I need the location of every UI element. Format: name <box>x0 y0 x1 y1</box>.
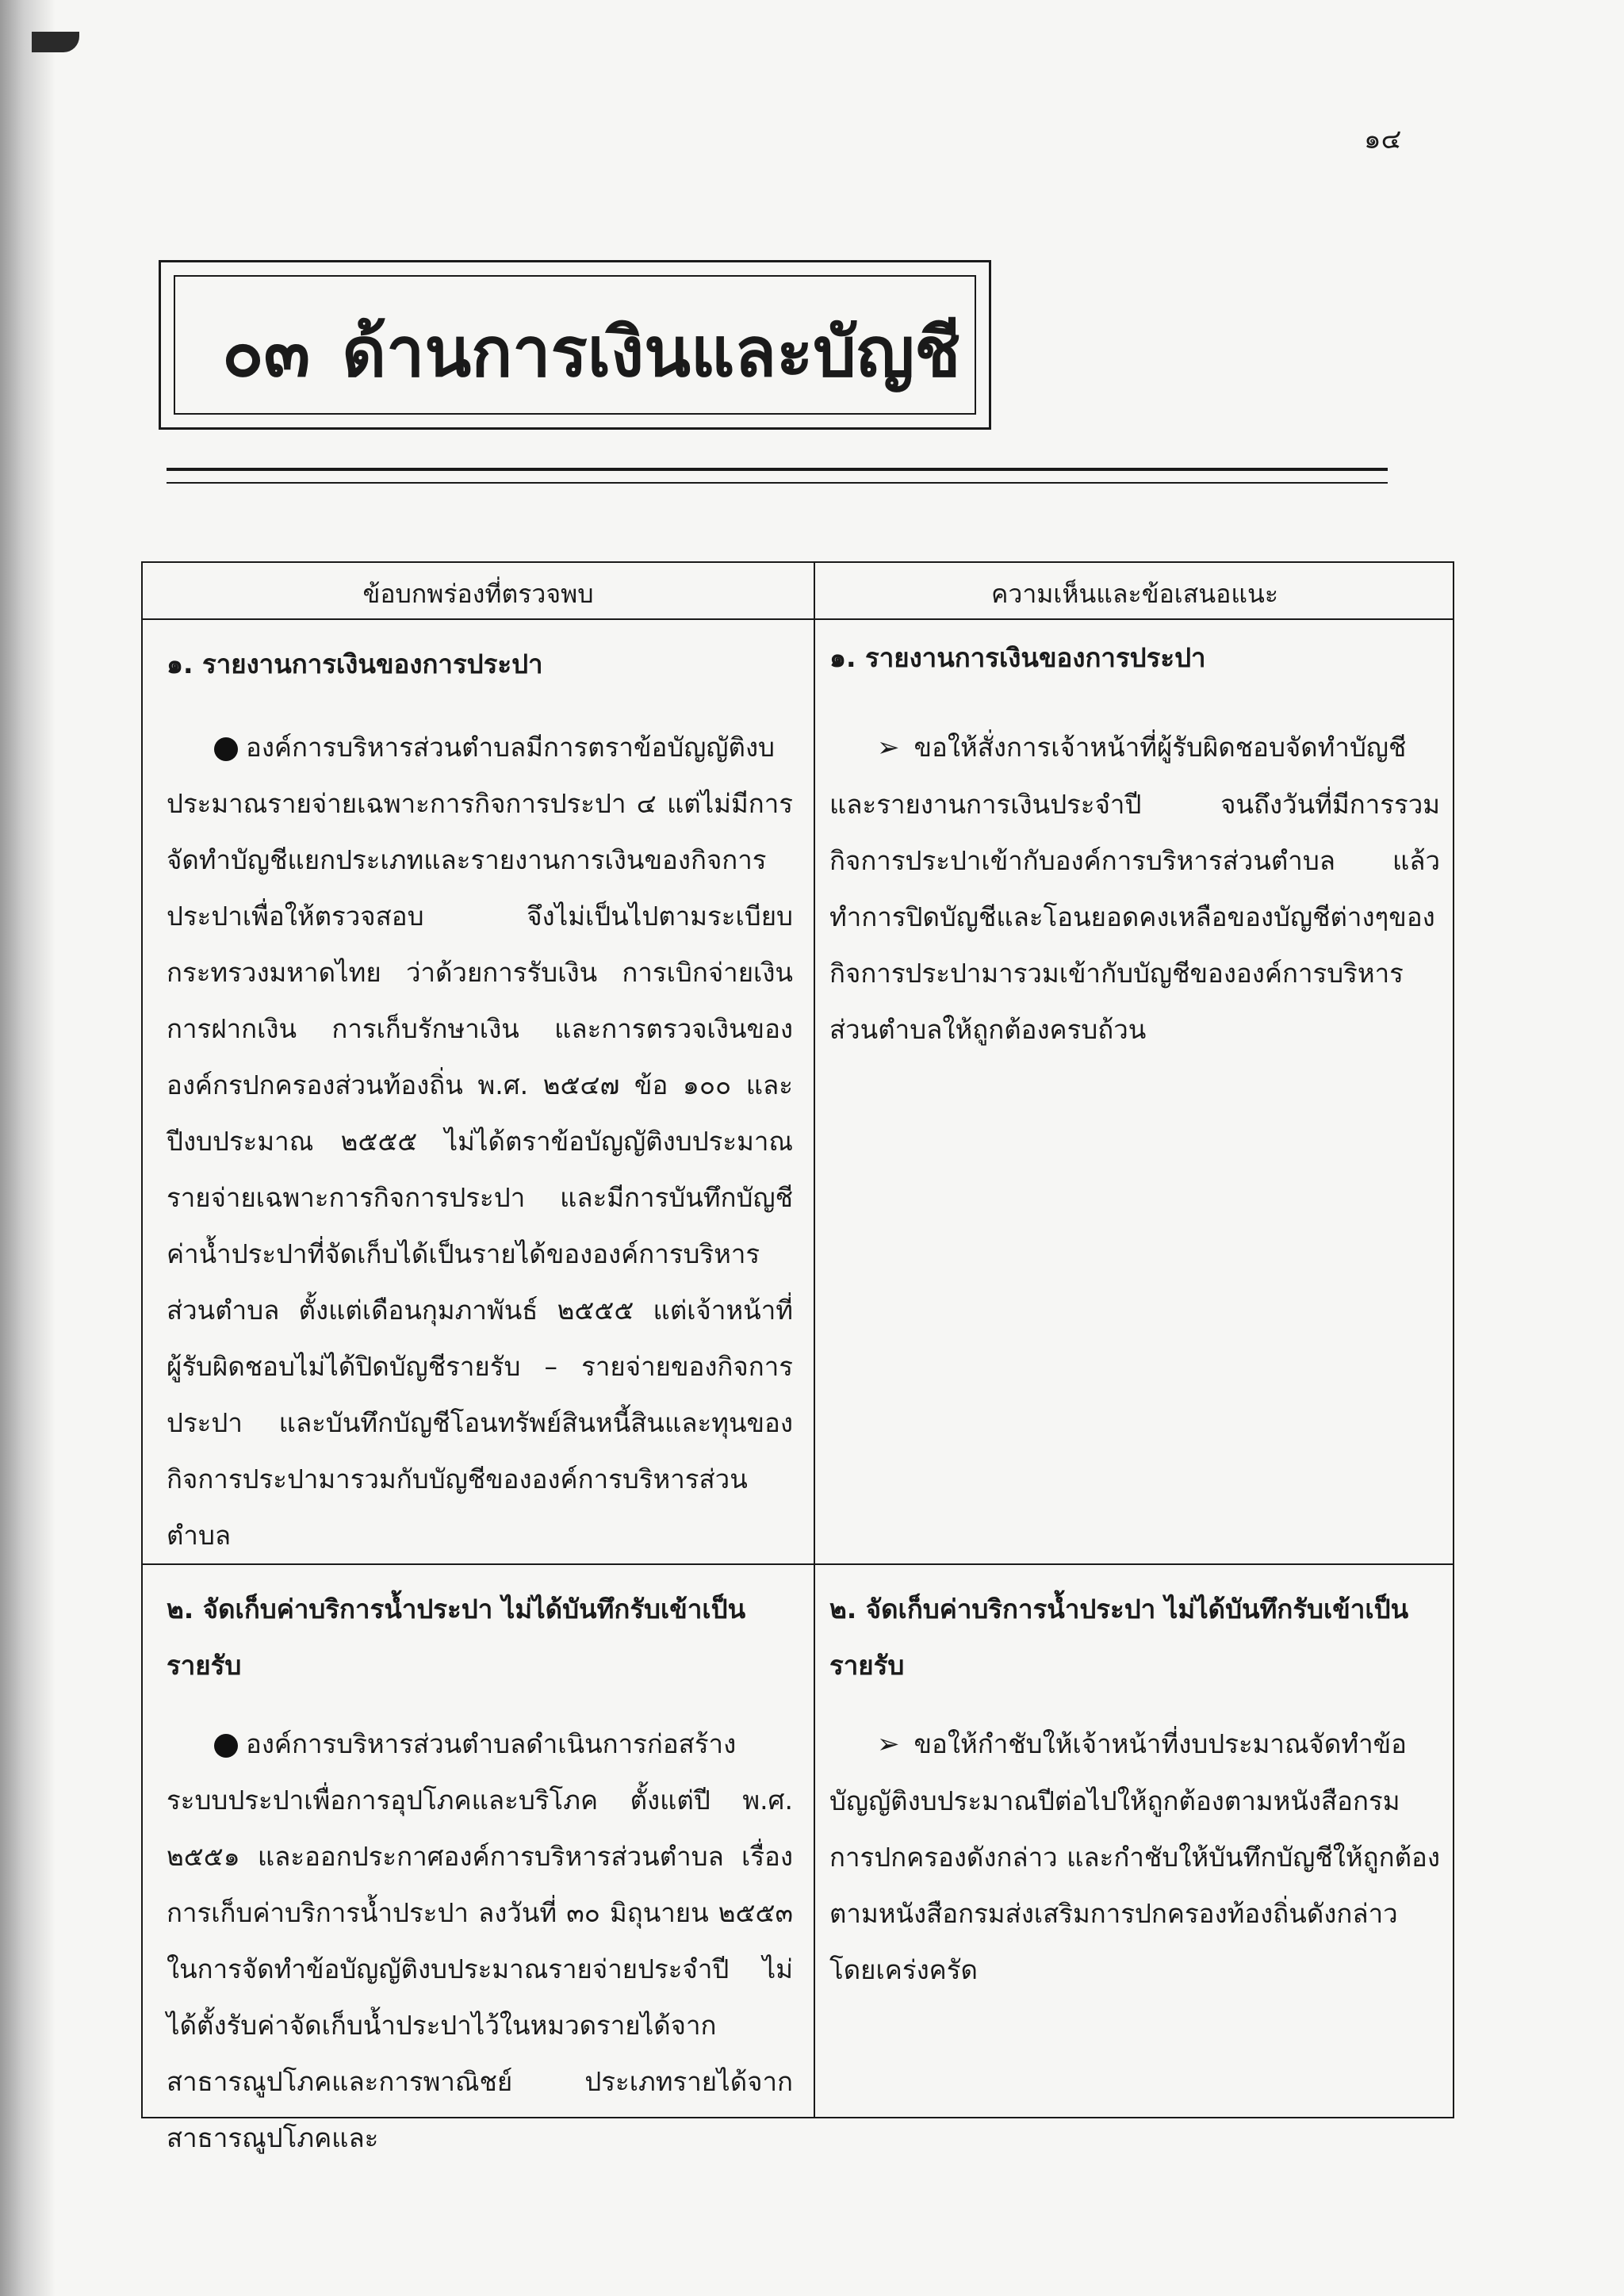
row-1-finding <box>167 636 793 1563</box>
row-1-finding-text: องค์การบริหารส่วนตำบลมีการตราข้อบัญญัติงบประมาณรายจ่ายเฉพาะการกิจการประปา ๔ แต่ไม่มีการจัดทำบัญชีแยกประเภทและรายงานการเงินของกิจการประปาเพื่อให้ตรวจสอบ จึงไม่เป็นไปตามระเบียบกระทรวงมหาดไทย ว่าด้วยการรับเงิน การเบิกจ่ายเงิน การฝากเงิน การเก็บรักษาเงิน และการตรวจเงินขององค์กรปกครองส่วนท้องถิ่น พ.ศ. ๒๕๔๗ ข้อ ๑๐๐ และปีงบประมาณ ๒๕๕๕ ไม่ได้ตราข้อบัญญัติงบประมาณรายจ่ายเฉพาะการกิจการประปา และมีการบันทึกบัญชีค่าน้ำประปาที่จัดเก็บได้เป็นรายได้ขององค์การบริหารส่วนตำบล ตั้งแต่เดือนกุมภาพันธ์ ๒๕๕๕ แต่เจ้าหน้าที่ผู้รับผิดชอบไม่ได้ปิดบัญชีรายรับ – รายจ่ายของกิจการประปา และบันทึกบัญชีโอนทรัพย์สินหนี้สินและทุนของกิจการประปามารวมกับบัญชีขององค์การบริหารส่วนตำบล <box>167 732 793 1551</box>
row-1-recommendation-text: ขอให้สั่งการเจ้าหน้าที่ผู้รับผิดชอบจัดทำบัญชีและรายงานการเงินประจำปี จนถึงวันที่มีการรวมกิจการประปาเข้ากับองค์การบริหารส่วนตำบล แล้วทำการปิดบัญชีและโอนยอดคงเหลือของบัญชีต่างๆของกิจการประปามารวมเข้ากับบัญชีขององค์การบริหารส่วนตำบลให้ถูกต้องครบถ้วน <box>829 732 1440 1045</box>
row-2-finding-title: ๒. จัดเก็บค่าบริการน้ำประปา ไม่ได้บันทึกรับเข้าเป็นรายรับ <box>167 1594 746 1681</box>
column-header-findings: ข้อบกพร่องที่ตรวจพบ <box>362 579 594 609</box>
row-2-recommendation <box>829 1581 1440 1998</box>
row-1-finding-title: ๑. รายงานการเงินของการประปา <box>167 649 543 679</box>
column-divider <box>814 563 815 2117</box>
section-title <box>222 297 961 406</box>
scan-edge-shadow <box>0 0 56 2296</box>
section-title-text: ด้านการเงินและบัญชี <box>342 313 961 392</box>
scan-corner-mark <box>32 32 79 52</box>
findings-table <box>141 561 1454 2153</box>
bullet-icon <box>214 737 238 761</box>
page-number: ๑๔ <box>1364 124 1402 155</box>
arrow-bullet-icon: ➢ <box>877 1728 900 1760</box>
divider-rule-thin <box>167 482 1388 484</box>
header-divider <box>143 618 1453 620</box>
row-2-finding <box>167 1581 793 2166</box>
row-2-recommendation-text: ขอให้กำชับให้เจ้าหน้าที่งบประมาณจัดทำข้อบัญญัติงบประมาณปีต่อไปให้ถูกต้องตามหนังสือกรมการปกครองดังกล่าว และกำชับให้บันทึกบัญชีให้ถูกต้องตามหนังสือกรมส่งเสริมการปกครองท้องถิ่นดังกล่าวโดยเคร่งครัด <box>829 1728 1440 1985</box>
row-2-recommendation-title: ๒. จัดเก็บค่าบริการน้ำประปา ไม่ได้บันทึกรับเข้าเป็นรายรับ <box>829 1594 1409 1681</box>
row-1-recommendation-title: ๑. รายงานการเงินของการประปา <box>829 642 1206 673</box>
row-1-recommendation-body <box>829 719 1440 1058</box>
divider-rule-thick <box>167 468 1388 471</box>
row-2-finding-body <box>167 1716 793 2166</box>
row-2-recommendation-body <box>829 1716 1440 1998</box>
row-divider <box>143 1563 1453 1565</box>
bullet-icon <box>214 1734 238 1758</box>
column-header-recommendations: ความเห็นและข้อเสนอแนะ <box>990 579 1279 609</box>
row-2-finding-text: องค์การบริหารส่วนตำบลดำเนินการก่อสร้างระบบประปาเพื่อการอุปโภคและบริโภค ตั้งแต่ปี พ.ศ. ๒๕๕๑ และออกประกาศองค์การบริหารส่วนตำบล เรื่อง การเก็บค่าบริการน้ำประปา ลงวันที่ ๓๐ มิถุนายน ๒๕๕๓ ในการจัดทำข้อบัญญัติงบประมาณรายจ่ายประจำปี ไม่ได้ตั้งรับค่าจัดเก็บน้ำประปาไว้ในหมวดรายได้จากสาธารณูปโภคและการพาณิชย์ ประเภทรายได้จากสาธารณูปโภคและ <box>167 1728 793 2153</box>
row-1-finding-body <box>167 719 793 1563</box>
arrow-bullet-icon: ➢ <box>877 732 900 763</box>
section-number: ๐๓ <box>222 313 311 392</box>
row-1-recommendation <box>829 629 1440 1058</box>
